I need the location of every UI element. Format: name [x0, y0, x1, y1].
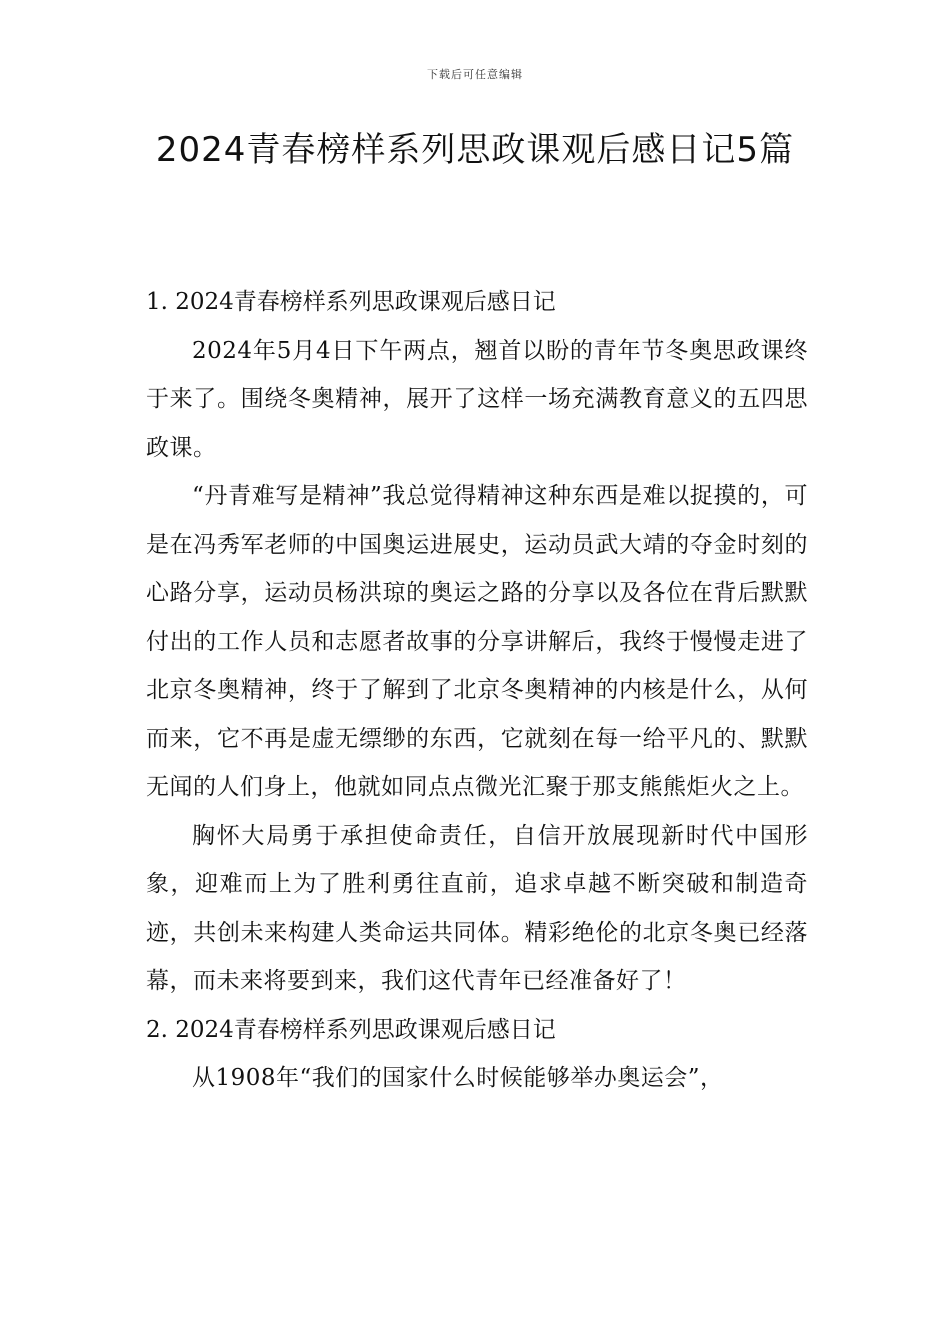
section-heading: 1. 2024青春榜样系列思政课观后感日记 [146, 289, 556, 315]
paragraph: 从1908年“我们的国家什么时候能够举办奥运会”， [192, 1065, 724, 1091]
section-2 [146, 1006, 808, 1103]
section-heading: 2. 2024青春榜样系列思政课观后感日记 [146, 1016, 556, 1043]
paragraph: 胸怀大局勇于承担使命责任，自信开放展现新时代中国形象，迎难而上为了胜利勇往直前，追求卓越不断突破和制造奇迹，共创未来构建人类命运共同体。精彩绝伦的北京冬奥已经落幕，而未来将要到来，我们这代青年已经准备好了！ [146, 822, 808, 994]
paragraph: 2024年5月4日下午两点，翘首以盼的青年节冬奥思政课终于来了。围绕冬奥精神，展开了这样一场充满教育意义的五四思政课。 [146, 337, 808, 461]
document-title: 2024青春榜样系列思政课观后感日记5篇 [155, 130, 795, 170]
paragraph: “丹青难写是精神”我总觉得精神这种东西是难以捉摸的，可是在冯秀军老师的中国奥运进展史，运动员武大靖的夺金时刻的心路分享，运动员杨洪琼的奥运之路的分享以及各位在背后默默付出的工作人员和志愿者故事的分享讲解后，我终于慢慢走进了北京冬奥精神，终于了解到了北京冬奥精神的内核是什么，从何而来，它不再是虚无缥缈的东西，它就刻在每一给平凡的、默默无闻的人们身上，他就如同点点微光汇聚于那支熊熊炬火之上。 [146, 483, 808, 800]
section-1 [146, 278, 808, 1006]
header-note: 下载后可任意编辑 [427, 68, 523, 81]
document-body [146, 278, 808, 1103]
